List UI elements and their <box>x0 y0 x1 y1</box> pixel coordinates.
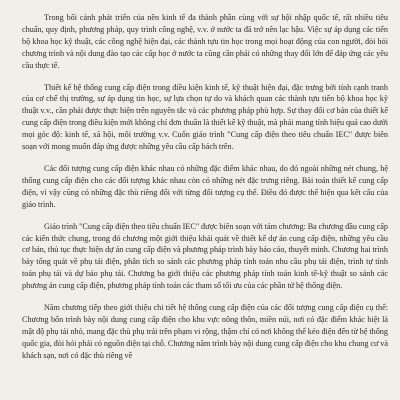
paragraph-context: Trong bối cảnh phát triển của nền kinh tế đa thành phần cùng với sự hội nhập quốc tế, rất nhiều tiêu chuẩn, quy định, phương pháp, quy trình công nghệ, v.v. ở nước ta đã trở nên lạc hậu. Việc sự áp dụng các tiến bộ khoa học kỹ thuật, các công nghệ hiện đại, các thành tựu tin học trong mọi hoạt động của con người, đòi hỏi chương trình và nội dung đào tạo các cấp học ở nước ta cũng cần phải có những thay đổi lớn để đáp ứng các yêu cầu thực tế. <box>22 13 388 70</box>
paragraph-structure: Giáo trình "Cung cấp điện theo tiêu chuẩn IEC" được biên soạn với tám chương: Ba chương đầu cung cấp các kiến thức chung, trong đó chương một giới thiệu khái quát về thiết kế dự án cung cấp điện, những yêu cầu cơ bản, thủ tục thực hiện dự án cung cấp điện và phương pháp trình bày báo cáo, thuyết minh. Chương hai trình bày tổng quát về phụ tải điện, phân tích so sánh các phương pháp tính toán nhu cầu phụ tải điện, trình tự tính toán phụ tải và dự báo phụ tải. Chương ba giới thiệu các phương pháp tính toán kinh tế-kỹ thuật so sánh các phương án cung cấp điện, phương pháp tính toán các tham số tối ưu của các phần tử hệ thống điện. <box>22 221 388 291</box>
paragraph-chapters: Năm chương tiếp theo giới thiệu chi tiết hệ thống cung cấp điện của các đối tượng cung cấp điện cụ thể: Chương bốn trình bày nội dung cung cấp điện cho khu vực nông thôn, miền núi, nơi có đặc điểm khác biệt là mật độ phụ tải nhỏ, mang đặc thù phụ trải trên phạm vi rộng, thậm chí có nơi không thể kéo điện đến từ hệ thống quốc gia, đòi hỏi phải có nguồn điện tại chỗ. Chương năm trình bày nội dung cung cấp điện cho khu chung cư và khách sạn, nơi có đặc thù riêng về <box>22 303 388 360</box>
paragraph-design: Thiết kế hệ thống cung cấp điện trong điều kiện kinh tế, kỹ thuật hiện đại, đặc trưng bởi tính cạnh tranh của cơ chế thị trường, sự áp dụng tin học, sự lựa chọn tự do và khách quan các thành tựu tiến bộ khoa học kỹ thuật v.v., cần phải được thực hiện trên nguyên tắc và các phương pháp phù hợp. Sự thay đổi cơ bản của thiết kế cung cấp điện trong điều kiện mới không chỉ đơn thuần là thiết kế kỹ thuật, mà phải mang tính hiệu quả cao dưới mọi góc độ: kinh tế, xã hội, môi trường v.v. Cuốn giáo trình "Cung cấp điện theo tiêu chuẩn IEC" được biên soạn với mong muốn đáp ứng được những yêu cầu cấp bách trên. <box>22 82 388 152</box>
paragraph-objects: Các đối tượng cung cấp điện khác nhau có những đặc điểm khác nhau, do đó ngoài những nét chung, hệ thống cung cấp điện cho các đối tượng khác nhau còn có những nét đặc trưng riêng. Bài toán thiết kế cung cấp điện, vì vậy cũng có những đặc thù riêng đối với từng đối tượng cụ thể. Điều đó được thể hiện qua kết cấu của giáo trình. <box>22 163 388 209</box>
